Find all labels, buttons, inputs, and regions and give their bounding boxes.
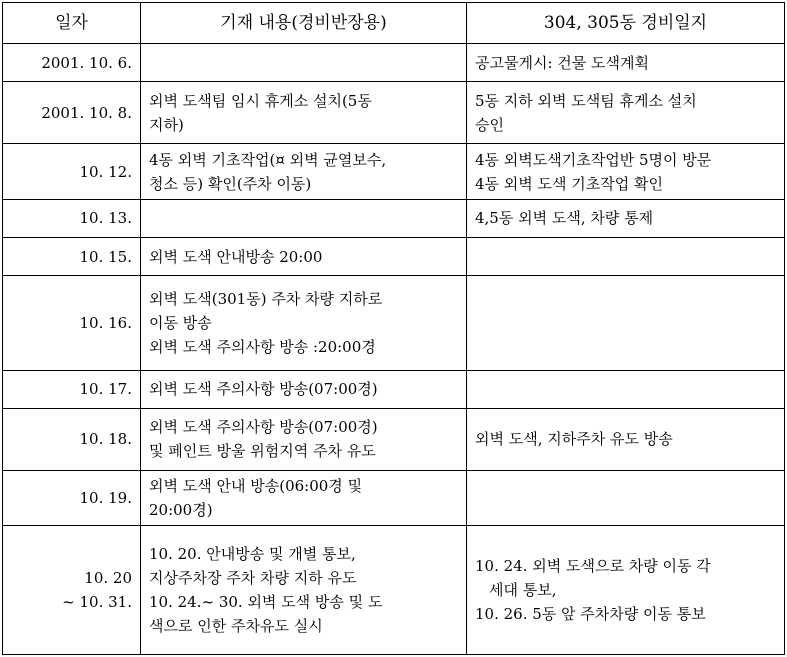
date-cell <box>3 276 141 370</box>
guard-log-line: 4,5동 외벽 도색, 차량 통제 <box>475 209 654 228</box>
table-row <box>3 370 785 408</box>
guard-log-cell <box>467 526 785 655</box>
guard-log-line: 공고물게시: 건물 도색계획 <box>475 53 649 72</box>
table-row <box>3 471 785 526</box>
guard-log-line: 세대 통보, <box>489 581 557 600</box>
manager-note-line: 외벽 도색 주의사항 방송(07:00경) <box>149 380 378 399</box>
manager-notes-cell <box>141 82 467 144</box>
table-row <box>3 276 785 370</box>
manager-note-line: 20:00경) <box>149 501 213 520</box>
table-row <box>3 526 785 655</box>
date-text: 10. 12. <box>79 162 132 181</box>
manager-notes-cell <box>141 370 467 408</box>
manager-note-line: 10. 24.~ 30. 외벽 도색 방송 및 도 <box>149 593 383 612</box>
date-cell <box>3 471 141 526</box>
manager-note-line: 10. 20. 안내방송 및 개별 통보, <box>149 545 356 564</box>
manager-note-line: 색으로 인한 주차유도 실시 <box>149 617 323 636</box>
manager-note-line: 지하) <box>149 115 184 134</box>
guard-log-line: 승인 <box>475 115 504 134</box>
manager-notes-cell <box>141 471 467 526</box>
header-row <box>3 3 785 44</box>
guard-log-line: 10. 24. 외벽 도색으로 차량 이동 각 <box>475 557 711 576</box>
manager-notes-cell <box>141 526 467 655</box>
date-cell <box>3 370 141 408</box>
date-text: ~ 10. 31. <box>62 593 132 612</box>
date-cell <box>3 237 141 275</box>
date-cell <box>3 144 141 199</box>
header-guard-log: 304, 305동 경비일지 <box>467 3 785 44</box>
guard-log-cell <box>467 82 785 144</box>
guard-log-cell <box>467 44 785 82</box>
manager-note-line: 청소 등) 확인(주차 이동) <box>149 174 312 193</box>
manager-note-line: 외벽 도색(301동) 주차 차량 지하로 <box>149 289 383 308</box>
date-cell <box>3 82 141 144</box>
date-cell <box>3 408 141 470</box>
table-row <box>3 144 785 199</box>
manager-notes-cell <box>141 44 467 82</box>
table-row <box>3 408 785 470</box>
guard-log-table <box>2 2 785 655</box>
header-manager-notes: 기재 내용(경비반장용) <box>141 3 467 44</box>
manager-notes-cell <box>141 276 467 370</box>
manager-notes-cell <box>141 408 467 470</box>
date-cell <box>3 199 141 237</box>
table-row <box>3 82 785 144</box>
table-row <box>3 44 785 82</box>
guard-log-line: 외벽 도색, 지하주차 유도 방송 <box>475 430 673 449</box>
manager-note-line: 외벽 도색 안내방송 20:00 <box>149 247 323 266</box>
manager-notes-cell <box>141 144 467 199</box>
date-text: 10. 18. <box>79 430 132 449</box>
manager-note-line: 외벽 도색 주의사항 방송(07:00경) <box>149 418 378 437</box>
manager-note-line: 이동 방송 <box>149 313 212 332</box>
manager-notes-cell <box>141 237 467 275</box>
manager-note-line: 4동 외벽 기초작업(¤ 외벽 균열보수, <box>149 150 387 169</box>
guard-log-line: 10. 26. 5동 앞 주차차량 이동 통보 <box>475 605 706 624</box>
table-row <box>3 199 785 237</box>
date-text: 10. 13. <box>79 209 132 228</box>
manager-note-line: 지상주차장 주차 차량 지하 유도 <box>149 569 357 588</box>
date-text: 10. 17. <box>79 380 132 399</box>
guard-log-line: 4동 외벽도색기초작업반 5명이 방문 <box>475 150 712 169</box>
date-text: 10. 16. <box>79 313 132 332</box>
date-text: 10. 19. <box>79 489 132 508</box>
guard-log-cell <box>467 276 785 370</box>
date-text: 2001. 10. 6. <box>41 53 132 72</box>
guard-log-cell <box>467 370 785 408</box>
guard-log-cell <box>467 199 785 237</box>
guard-log-cell <box>467 237 785 275</box>
guard-log-line: 4동 외벽 도색 기초작업 확인 <box>475 174 664 193</box>
manager-notes-cell <box>141 199 467 237</box>
date-cell <box>3 44 141 82</box>
table-row <box>3 237 785 275</box>
header-date: 일자 <box>3 3 141 44</box>
date-text: 10. 20 <box>84 569 132 588</box>
date-text: 10. 15. <box>79 247 132 266</box>
date-text: 2001. 10. 8. <box>41 103 132 122</box>
manager-note-line: 및 페인트 방울 위험지역 주차 유도 <box>149 442 376 461</box>
date-cell <box>3 526 141 655</box>
manager-note-line: 외벽 도색 안내 방송(06:00경 및 <box>149 477 363 496</box>
manager-note-line: 외벽 도색팀 임시 휴게소 설치(5동 <box>149 91 372 110</box>
guard-log-cell <box>467 471 785 526</box>
guard-log-line: 5동 지하 외벽 도색팀 휴게소 설치 <box>475 91 697 110</box>
guard-log-cell <box>467 408 785 470</box>
manager-note-line: 외벽 도색 주의사항 방송 :20:00경 <box>149 337 376 356</box>
guard-log-cell <box>467 144 785 199</box>
log-rows <box>3 44 785 655</box>
